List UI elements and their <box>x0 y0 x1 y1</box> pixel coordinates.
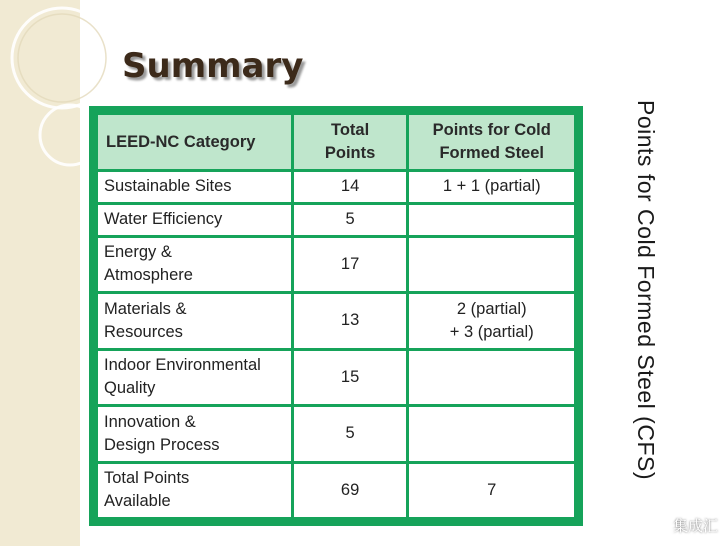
header-total-points: Total Points <box>294 115 407 169</box>
header-cfs-points: Points for Cold Formed Steel <box>409 115 574 169</box>
cell-category: Total Points Available <box>98 464 291 518</box>
cell-cfs-points <box>409 205 574 235</box>
cell-cfs-points <box>409 407 574 460</box>
table-row <box>98 172 574 202</box>
table-row <box>98 294 574 347</box>
cell-category: Indoor Environmental Quality <box>98 351 291 404</box>
wechat-icon <box>649 518 669 534</box>
watermark <box>649 515 718 536</box>
cell-total-points: 17 <box>294 238 407 291</box>
slide-title: Summary <box>122 46 304 86</box>
header-category: LEED-NC Category <box>98 115 291 169</box>
cell-category: Sustainable Sites <box>98 172 291 202</box>
table-row <box>98 205 574 235</box>
cell-category: Energy & Atmosphere <box>98 238 291 291</box>
table-row <box>98 407 574 460</box>
cell-cfs-points: 2 (partial) + 3 (partial) <box>409 294 574 347</box>
cell-total-points: 5 <box>294 407 407 460</box>
side-vertical-caption: Points for Cold Formed Steel (CFS) <box>633 100 659 481</box>
cell-category: Materials & Resources <box>98 294 291 347</box>
cell-total-points: 14 <box>294 172 407 202</box>
table-row <box>98 238 574 291</box>
table-row <box>98 351 574 404</box>
watermark-text: 集成汇 <box>672 518 718 535</box>
leed-summary-table <box>89 106 583 526</box>
cell-total-points: 15 <box>294 351 407 404</box>
cell-cfs-points: 7 <box>409 464 574 518</box>
cell-category: Water Efficiency <box>98 205 291 235</box>
cell-category: Innovation & Design Process <box>98 407 291 460</box>
cell-cfs-points <box>409 238 574 291</box>
cell-total-points: 13 <box>294 294 407 347</box>
table-row <box>98 464 574 518</box>
cell-total-points: 69 <box>294 464 407 518</box>
table-header-row <box>98 115 574 169</box>
cell-total-points: 5 <box>294 205 407 235</box>
decorative-side-strip <box>0 0 80 546</box>
cell-cfs-points <box>409 351 574 404</box>
cell-cfs-points: 1 + 1 (partial) <box>409 172 574 202</box>
